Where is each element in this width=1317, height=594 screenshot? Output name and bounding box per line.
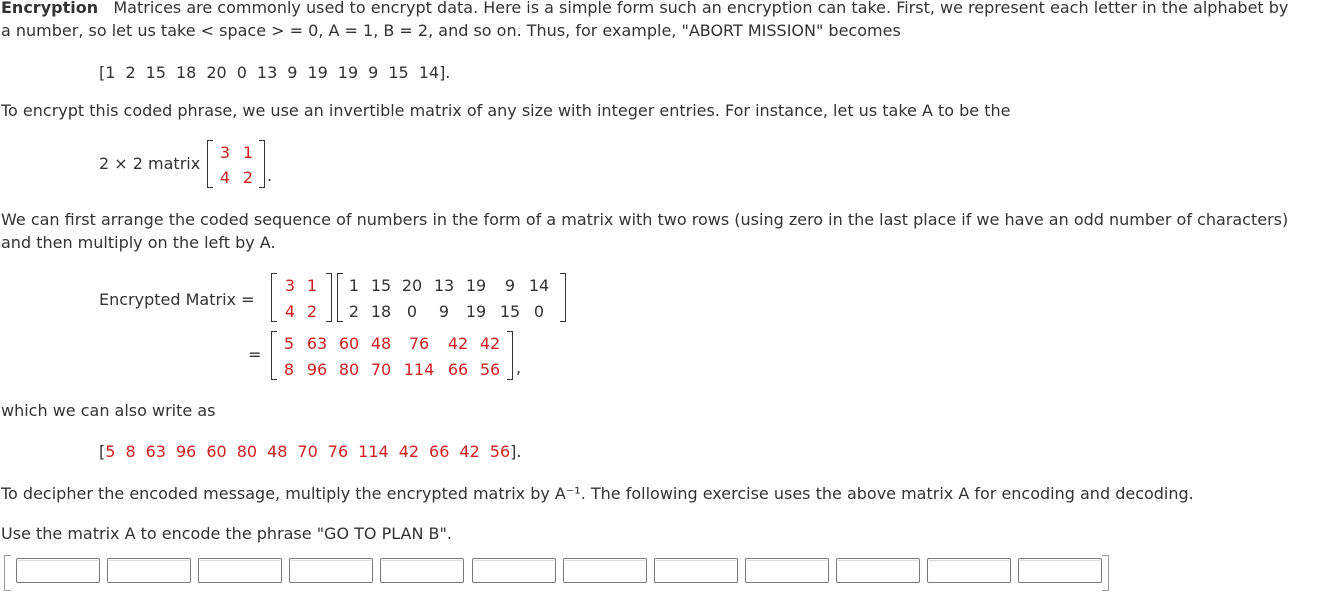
sequence-value: 76 [327,442,349,461]
sequence-value: 18 [175,63,197,82]
sequence-value: 70 [297,442,318,461]
answer-input-11[interactable] [927,558,1011,583]
sequence-value: 42 [459,442,480,461]
matrix-cell: 19 [465,302,487,321]
matrix-cell: 42 [447,334,469,353]
matrix-cell: 96 [306,360,328,379]
encrypted-values [105,442,510,461]
answer-input-8[interactable] [654,558,738,583]
coded-sequence: [1 2 15 18 20 0 13 9 19 19 9 15 14]. [99,63,451,82]
matrix-cell: 5 [283,334,295,353]
matrix-cell: 18 [370,302,392,321]
answer-input-9[interactable] [745,558,829,583]
sequence-value: 1 [105,63,116,82]
matrix-cell: 4 [284,302,296,321]
question-text: Use the matrix A to encode the phrase "GO TO PLAN B". [1,524,452,543]
answer-input-4[interactable] [289,558,373,583]
sequence-value: 15 [388,63,409,82]
sequence-value: 63 [145,442,166,461]
paragraph-arrange-2: and then multiply on the left by A. [1,233,276,252]
sequence-value: 60 [206,442,227,461]
paragraph-arrange-1: We can first arrange the coded sequence of numbers in the form of a matrix with two rows (using zero in the last place if we have an odd number of characters) [1,210,1289,229]
sequence-value: 9 [287,63,298,82]
sequence-value: 2 [125,63,136,82]
matrix-cell: 3 [284,276,296,295]
right-bracket [560,273,566,322]
matrix-cell: 1 [242,143,254,162]
matrix-cell: 20 [401,276,423,295]
sequence-value: 80 [236,442,258,461]
matrix-cell: 2 [242,168,254,187]
matrix-cell: 60 [338,334,360,353]
matrix-cell: 1 [348,276,360,295]
answer-input-5[interactable] [380,558,464,583]
sequence-value: 114 [358,442,389,461]
paragraph-also-write: which we can also write as [1,401,216,420]
answer-right-bracket [1102,555,1109,591]
matrix-cell: 56 [479,360,501,379]
answer-input-7[interactable] [563,558,647,583]
result-comma: , [516,358,522,377]
answer-input-1[interactable] [16,558,100,583]
matrix-cell: 14 [528,276,550,295]
encrypted-matrix-label: Encrypted Matrix = [99,290,255,309]
matrix-cell: 2 [306,302,318,321]
intro-line-2: a number, so let us take < space > = 0, A = 1, B = 2, and so on. Thus, for example, "ABORT MISSION" becomes [1,21,901,40]
paragraph-decipher: To decipher the encoded message, multiply the encrypted matrix by A⁻¹. The following exercise uses the above matrix A for encoding and decoding. [1,484,1194,503]
sequence-value: 20 [206,63,227,82]
matrix-cell: 2 [348,302,360,321]
matrix-cell: 13 [433,276,455,295]
coded-values [105,63,439,82]
answer-left-bracket [4,555,11,591]
answer-input-6[interactable] [472,558,556,583]
matrix-cell: 4 [219,168,231,187]
result-matrix [271,331,521,381]
sequence-value: 56 [489,442,511,461]
sequence-value: 66 [429,442,450,461]
right-bracket [326,273,332,322]
coded-matrix [337,273,572,323]
sequence-value: 15 [145,63,166,82]
matrix-cell: 15 [370,276,392,295]
matrix-cell: 3 [219,143,231,162]
sequence-value: 9 [368,63,379,82]
answer-input-10[interactable] [836,558,920,583]
matrix-cell: 114 [403,360,435,379]
matrix-label: 2 × 2 matrix [99,154,201,173]
matrix-cell: 9 [438,302,450,321]
sequence-value: 8 [125,442,136,461]
intro-text-1: Matrices are commonly used to encrypt data. Here is a simple form such an encryption can take. First, we represent each letter in the alphabet by [113,0,1289,17]
right-bracket [507,331,513,380]
sequence-value: 5 [105,442,116,461]
matrix-cell: 42 [479,334,501,353]
sequence-value: 42 [398,442,420,461]
matrix-cell: 63 [306,334,328,353]
paragraph-invertible: To encrypt this coded phrase, we use an invertible matrix of any size with integer entries. For instance, let us take A to be the [1,101,1011,120]
matrix-cell: 9 [504,276,516,295]
sequence-value: 13 [256,63,278,82]
matrix-cell: 66 [447,360,469,379]
intro-line-1 [1,0,1288,17]
matrix-cell: 19 [465,276,487,295]
matrix-cell: 0 [533,302,545,321]
matrix-cell: 8 [283,360,295,379]
encrypted-sequence: [5 8 63 96 60 80 48 70 76 114 42 66 42 56]. [99,442,522,461]
matrix-period: . [267,166,273,185]
matrix-cell: 48 [370,334,392,353]
matrix-cell: 15 [499,302,521,321]
sequence-value: 19 [337,63,359,82]
answer-input-12[interactable] [1018,558,1102,583]
encryption-matrix-A [271,273,341,323]
matrix-cell: 0 [406,302,418,321]
sequence-value: 96 [175,442,197,461]
answer-input-3[interactable] [198,558,282,583]
sequence-value: 0 [236,63,247,82]
matrix-A [207,140,267,188]
matrix-cell: 80 [338,360,360,379]
matrix-cell: 76 [408,334,430,353]
equals-sign: = [248,345,262,364]
sequence-value: 14 [418,63,440,82]
matrix-cell: 70 [370,360,392,379]
sequence-value: 19 [307,63,328,82]
answer-input-2[interactable] [107,558,191,583]
section-heading: Encryption [1,0,99,17]
matrix-cell: 1 [306,276,318,295]
right-bracket [259,140,265,188]
sequence-value: 48 [267,442,288,461]
